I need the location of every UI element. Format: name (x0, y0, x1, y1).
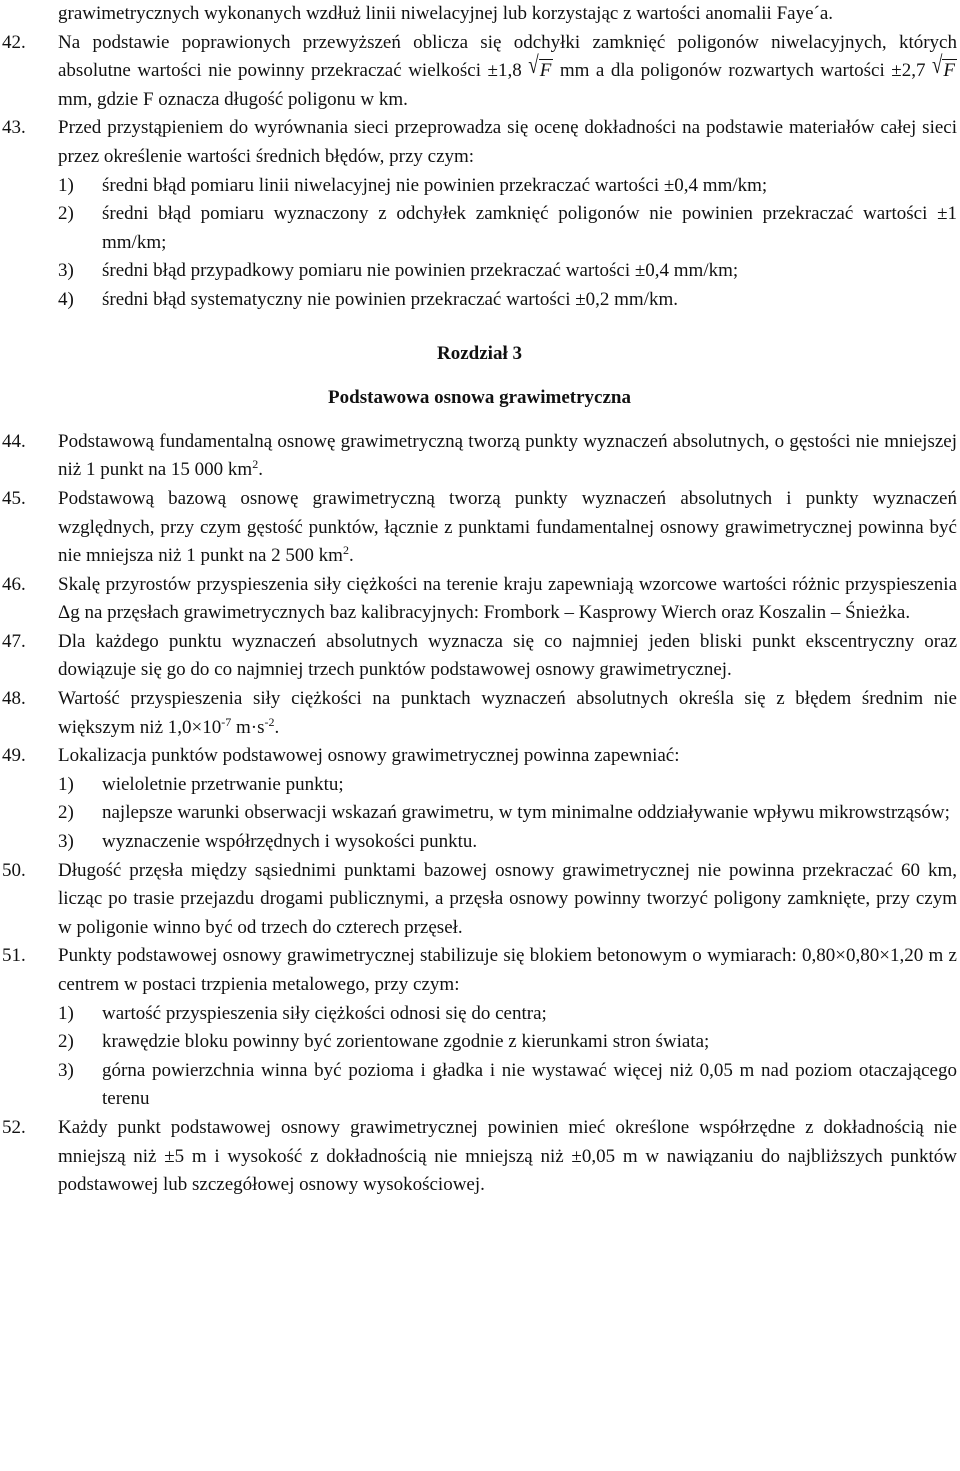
list-item: 3) górna powierzchnia winna być pozioma i gładka i nie wystawać więcej niż 0,05 m nad poziom otaczającego terenu (58, 1059, 957, 1110)
paragraph-text: Każdy punkt podstawowej osnowy grawimetrycznej powinien mieć określone współrzędne z dokładnością nie mniejszą niż ±5 m i wysokość z dokładnością nie mniejszą niż ±0,05 m w nawiązaniu do najbliższych punktów podstawowej lub szczegółowej osnowy wysokościowej. (58, 1116, 957, 1196)
paragraph-text: Na podstawie poprawionych przewyższeń oblicza się odchyłki zamknięć poligonów niwelacyjnych, których absolutne wartości nie powinny przekraczać wielkości ±1,8 (58, 31, 957, 82)
list-item: 3) średni błąd przypadkowy pomiaru nie powinien przekraczać wartości ±0,4 mm/km; (58, 260, 739, 282)
paragraph-44: 44. Podstawową fundamentalną osnowę grawimetryczną tworzą punkty wyznaczeń absolutnych, o gęstości nie mniejszej niż 1 punkt na 15 000 $km^2$. (2, 428, 957, 485)
list-item: 4) średni błąd systematyczny nie powinien przekraczać wartości ±0,2 mm/km. (58, 288, 679, 310)
paragraph-43 (2, 114, 957, 314)
paragraph-45: 45. Podstawową bazową osnowę grawimetryczną tworzą punkty wyznaczeń absolutnych i punkty wyznaczeń względnych, przy czym gęstość punktów, łącznie z punktami fundamentalnej osnowy grawimetrycznej powinna być nie mniejsza niż 1 punkt na 2 500 $km^2$. (2, 485, 957, 571)
continuation-text: grawimetrycznych wykonanych wzdłuż linii niwelacyjnej lub korzystając z wartości anomalii Faye´a. (58, 3, 834, 24)
list-item: 1) wartość przyspieszenia siły ciężkości odnosi się do centra; (58, 1002, 547, 1024)
list-item: 1) wieloletnie przetrwanie punktu; (58, 773, 344, 795)
paragraph-number: 51. (2, 945, 26, 967)
paragraph-text: Długość przęsła między sąsiednimi punktami bazowej osnowy grawimetrycznej nie powinna przekraczać 60 km, licząc po trasie przejazdu drogami publicznymi, a przęsła osnowy powinny tworzyć poligony zamknięte, przy czym w poligonie winno być od trzech do czterech przęseł. (58, 859, 957, 938)
paragraph-number: 49. (2, 745, 26, 767)
paragraph-number: 44. (2, 430, 26, 452)
paragraph-46 (2, 571, 957, 628)
paragraph-42 (2, 29, 957, 115)
chapter-label: Rozdział 3 (437, 342, 522, 364)
paragraph-52 (2, 1114, 957, 1200)
paragraph-text: mm a dla poligonów rozwartych wartości ±2,7 (559, 60, 926, 82)
list-item: 2) średni błąd pomiaru wyznaczony z odchyłek zamknięć poligonów nie powinien przekraczać wartości ±1 mm/km; (58, 203, 957, 253)
paragraph-continuation (2, 0, 957, 29)
paragraph-number: 48. (2, 688, 26, 710)
paragraph-text: Dla każdego punktu wyznaczeń absolutnych wyznacza się co najmniej jeden bliski punkt ekscentryczny oraz dowiązuje się go do co najmniej trzech punktów podstawowej osnowy grawimetrycznej. (58, 630, 957, 681)
paragraph-number: 45. (2, 487, 26, 509)
paragraph-number: 52. (2, 1116, 26, 1138)
paragraph-50 (2, 857, 957, 943)
list-item: 2) najlepsze warunki obserwacji wskazań grawimetru, w tym minimalne oddziaływanie wpływu mikrowstrząsów; (58, 802, 950, 824)
list-item: 2) krawędzie bloku powinny być zorientowane zgodnie z kierunkami stron świata; (58, 1031, 710, 1053)
paragraph-49 (2, 742, 957, 856)
paragraph-number: 50. (2, 859, 26, 881)
paragraph-47 (2, 628, 957, 685)
list-item: 1) średni błąd pomiaru linii niwelacyjnej nie powinien przekraczać wartości ±0,4 mm/km; (58, 174, 768, 196)
paragraph-number: 46. (2, 573, 26, 595)
paragraph-text: Skalę przyrostów przyspieszenia siły ciężkości na terenie kraju zapewniają wzorcowe wartości różnic przyspieszenia Δg na przęsłach grawimetrycznych baz kalibracyjnych: Frombork – Kasprowy Wierch oraz Koszalin – Śnieżka. (58, 573, 957, 624)
square-root-symbol: √F (528, 52, 552, 82)
chapter-title: Podstawowa osnowa grawimetryczna (328, 387, 631, 409)
paragraph-number: 43. (2, 117, 26, 139)
paragraph-text: Punkty podstawowej osnowy grawimetrycznej stabilizuje się blokiem betonowym o wymiarach: 0,80×0,80×1,20 m z centrem w postaci trzpienia metalowego, przy czym: (58, 945, 957, 995)
paragraph-text: Lokalizacja punktów podstawowej osnowy grawimetrycznej powinna zapewniać: (58, 745, 680, 767)
paragraph-text: Przed przystąpieniem do wyrównania sieci przeprowadza się ocenę dokładności na podstawie materiałów całej sieci przez określenie wartości średnich błędów, przy czym: (58, 117, 957, 167)
square-root-symbol: √F (931, 52, 956, 82)
paragraph-48: 48. Wartość przyspieszenia siły ciężkości na punktach wyznaczeń absolutnych określa się z błędem średnim nie większym niż $1,0\times 10^{-7}$ $m\cdot s^{-2}$. (2, 685, 957, 742)
paragraph-text: mm, gdzie F oznacza długość poligonu w km. (58, 88, 408, 110)
list-item: 3) wyznaczenie współrzędnych i wysokości punktu. (58, 831, 478, 853)
paragraph-number: 42. (2, 31, 26, 53)
paragraph-number: 47. (2, 630, 26, 652)
paragraph-51 (2, 942, 957, 1114)
